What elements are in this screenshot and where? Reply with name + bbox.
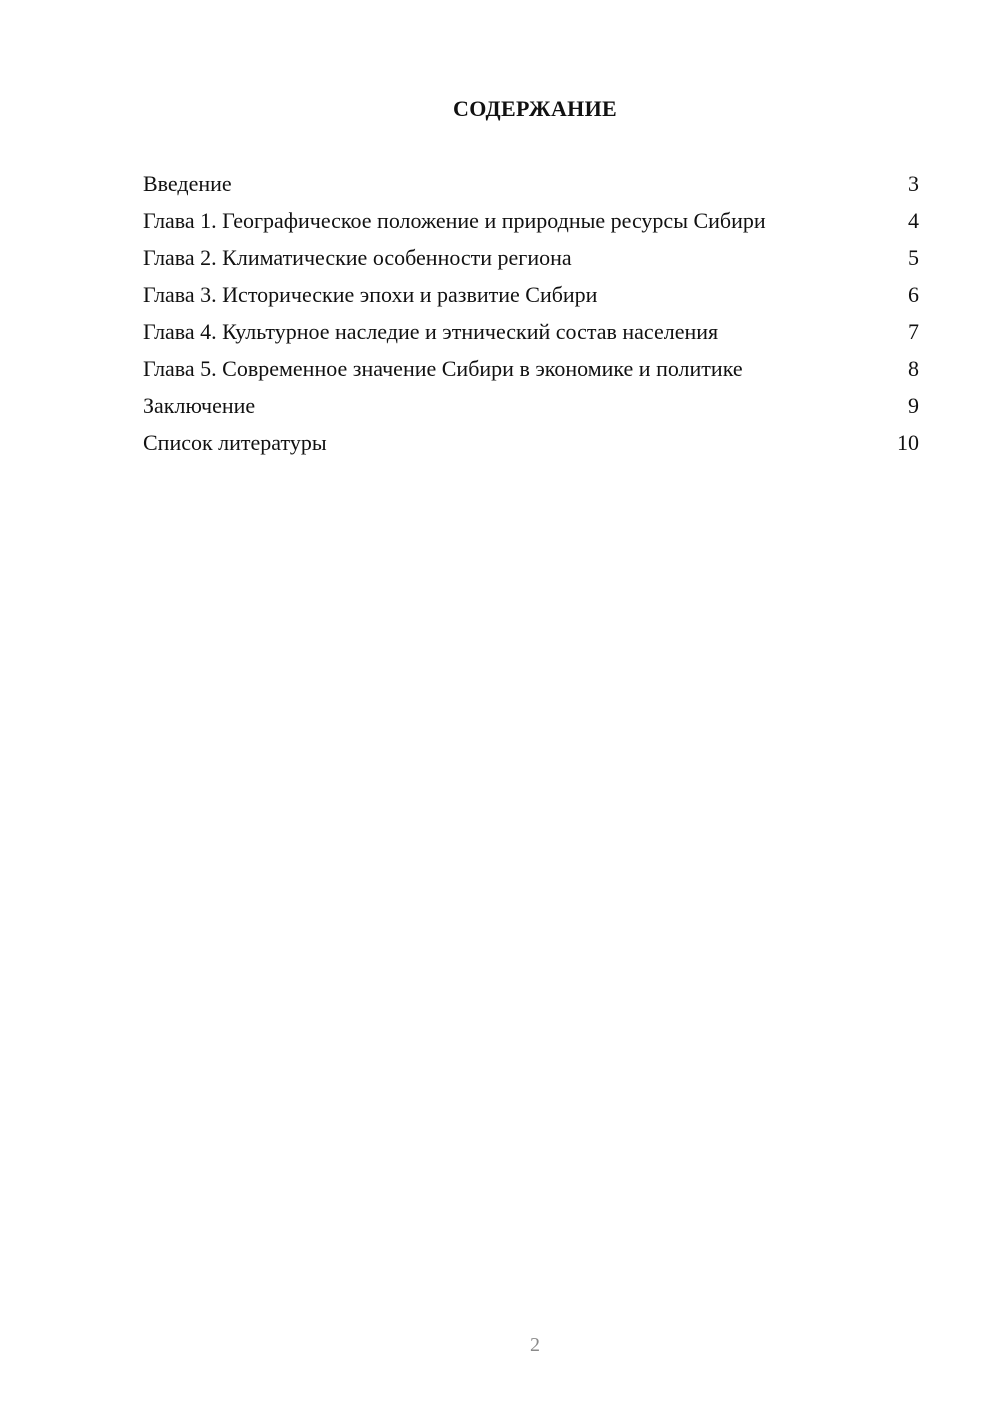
toc-entry-chapter-2[interactable] bbox=[143, 244, 919, 271]
toc-entry-title: Заключение bbox=[143, 393, 256, 418]
toc-entry-chapter-4[interactable] bbox=[143, 318, 919, 345]
toc-entry-title: Глава 1. Географическое положение и природные ресурсы Сибири bbox=[143, 208, 766, 233]
toc-entry-page: 8 bbox=[908, 356, 919, 381]
toc-entry-page: 10 bbox=[897, 430, 919, 455]
toc-entry-title: Глава 4. Культурное наследие и этнический состав населения bbox=[143, 319, 719, 344]
toc-entry-title: Глава 3. Исторические эпохи и развитие Сибири bbox=[143, 282, 598, 307]
toc-entry-chapter-1[interactable] bbox=[143, 207, 919, 234]
toc-entry-chapter-5[interactable] bbox=[143, 355, 919, 382]
page-number: 2 bbox=[530, 1334, 540, 1356]
toc-entry-title: Глава 2. Климатические особенности региона bbox=[143, 245, 572, 270]
toc-entry-page: 4 bbox=[908, 208, 919, 233]
toc-entry-page: 3 bbox=[908, 171, 919, 196]
toc-entry-title: Введение bbox=[143, 171, 232, 196]
toc-entry-bibliography[interactable] bbox=[143, 429, 919, 456]
toc-entry-title: Глава 5. Современное значение Сибири в экономике и политике bbox=[143, 356, 743, 381]
table-of-contents bbox=[143, 170, 919, 466]
page-title: СОДЕРЖАНИЕ bbox=[453, 96, 617, 121]
toc-entry-title: Список литературы bbox=[143, 430, 327, 455]
toc-entry-page: 9 bbox=[908, 393, 919, 418]
toc-entry-page: 7 bbox=[908, 319, 919, 344]
toc-entry-chapter-3[interactable] bbox=[143, 281, 919, 308]
toc-entry-introduction[interactable] bbox=[143, 170, 919, 197]
toc-entry-conclusion[interactable] bbox=[143, 392, 919, 419]
toc-entry-page: 6 bbox=[908, 282, 919, 307]
toc-entry-page: 5 bbox=[908, 245, 919, 270]
